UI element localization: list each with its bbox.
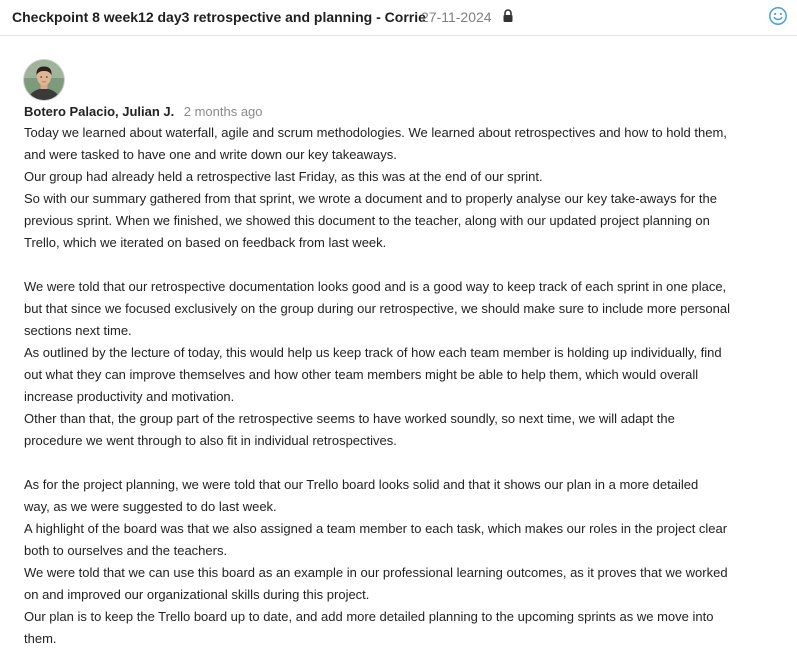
message-line: previous sprint. When we finished, we showed this document to the teacher, along with our updated project planning on <box>24 213 710 228</box>
page-title: Checkpoint 8 week12 day3 retrospective and planning - Corrie <box>12 9 426 25</box>
message-line: Other than that, the group part of the retrospective seems to have worked soundly, so next time, we will adapt the <box>24 411 675 426</box>
message-line: them. <box>24 631 57 646</box>
message-line: As for the project planning, we were told that our Trello board looks solid and that it shows our plan in a more detailed <box>24 477 699 492</box>
avatar-image <box>24 60 64 100</box>
smiley-icon[interactable] <box>768 6 788 26</box>
avatar[interactable] <box>24 60 64 100</box>
post-meta <box>24 103 263 121</box>
message-line: We were told that we can use this board as an example in our professional learning outcomes, as it proves that we worked <box>24 565 728 580</box>
message-line: out what they can improve themselves and how other team members might be able to help them, which would overall <box>24 367 699 382</box>
page-date: 27-11-2024 <box>421 9 492 25</box>
message-line: A highlight of the board was that we also assigned a team member to each task, which makes our roles in the project clear <box>24 521 728 536</box>
message-line: We were told that our retrospective documentation looks good and is a good way to keep track of each sprint in one place, <box>24 279 727 294</box>
message-body <box>24 122 788 650</box>
message-line: Our group had already held a retrospective last Friday, as this was at the end of our sprint. <box>24 169 543 184</box>
message-line: So with our summary gathered from that sprint, we wrote a document and to properly analyse our key take-aways for the <box>24 191 717 206</box>
page-header <box>0 0 797 36</box>
lock-icon <box>502 9 514 23</box>
message-line: and were tasked to have one and write down our key takeaways. <box>24 147 397 162</box>
message-line: Today we learned about waterfall, agile and scrum methodologies. We learned about retrospectives and how to hold them, <box>24 125 727 140</box>
paragraph-gap <box>24 452 788 474</box>
message-line: on and improved our organizational skills during this project. <box>24 587 370 602</box>
author-name[interactable]: Botero Palacio, Julian J. <box>24 104 175 119</box>
paragraph-gap <box>24 254 788 276</box>
message-line: As outlined by the lecture of today, this would help us keep track of how each team member is holding up individually, find <box>24 345 722 360</box>
message-line: but that since we focused exclusively on the group during our retrospective, we should make sure to include more personal <box>24 301 730 316</box>
message-line: Our plan is to keep the Trello board up to date, and add more detailed planning to the upcoming sprints as we move into <box>24 609 714 624</box>
message-line: Trello, which we iterated on based on feedback from last week. <box>24 235 387 250</box>
post-timestamp: 2 months ago <box>183 104 263 119</box>
message-line: increase productivity and motivation. <box>24 389 235 404</box>
message-line: way, as we were suggested to do last week. <box>24 499 277 514</box>
message-line: procedure we went through to also fit in individual retrospectives. <box>24 433 397 448</box>
message-line: both to ourselves and the teachers. <box>24 543 228 558</box>
message-line: sections next time. <box>24 323 132 338</box>
